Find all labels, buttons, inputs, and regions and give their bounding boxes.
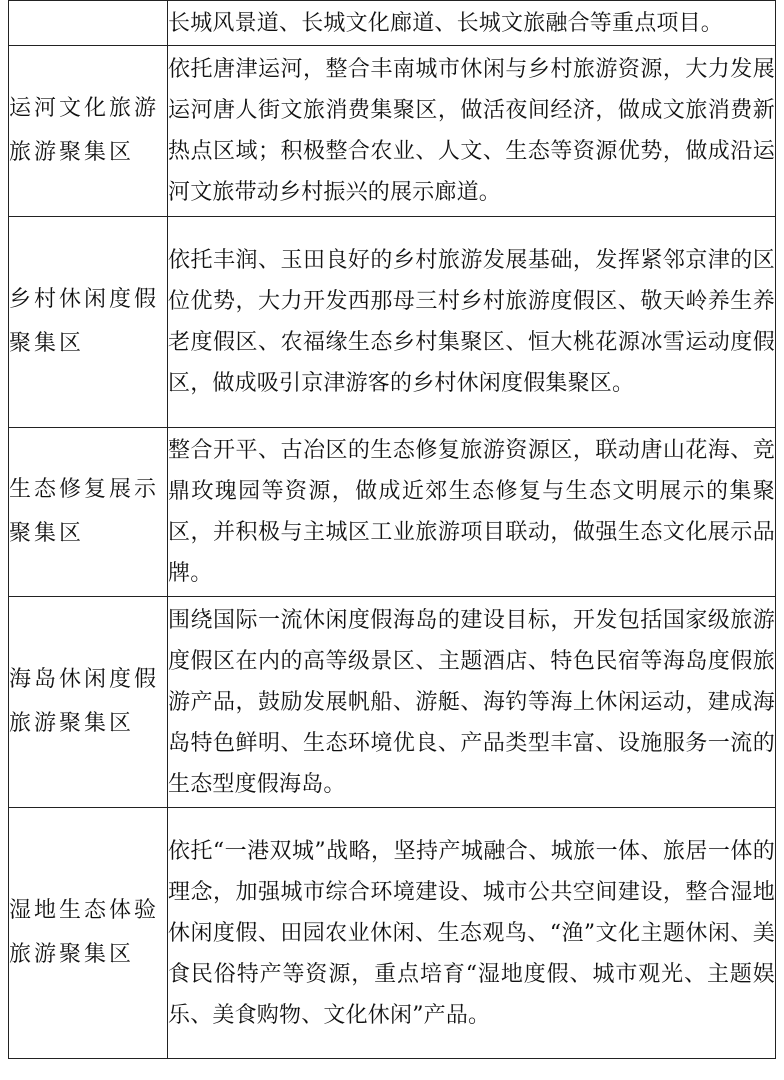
zone-name-cell: 生态修复展示聚集区 [9, 428, 168, 597]
zone-description-cell: 长城风景道、长城文化廊道、长城文旅融合等重点项目。 [168, 1, 776, 46]
table-row [9, 46, 776, 217]
zone-description-cell: 整合开平、古冶区的生态修复旅游资源区，联动唐山花海、竞鼎玫瑰园等资源，做成近郊生态修复与生态文明展示的集聚区，并积极与主城区工业旅游项目联动，做强生态文化展示品牌。 [168, 428, 776, 597]
zone-description-cell: 依托丰润、玉田良好的乡村旅游发展基础，发挥紧邻京津的区位优势，大力开发西那母三村乡村旅游度假区、敬天岭养生养老度假区、农福缘生态乡村集聚区、恒大桃花源冰雪运动度假区，做成吸引京津游客的乡村休闲度假集聚区。 [168, 217, 776, 428]
zone-description-cell: 依托“一港双城”战略，坚持产城融合、城旅一体、旅居一体的理念，加强城市综合环境建设、城市公共空间建设，整合湿地休闲度假、田园农业休闲、生态观鸟、“渔”文化主题休闲、美食民俗特产等资源，重点培育“湿地度假、城市观光、主题娱乐、美食购物、文化休闲”产品。 [168, 808, 776, 1059]
zone-description-cell: 围绕国际一流休闲度假海岛的建设目标，开发包括国家级旅游度假区在内的高等级景区、主题酒店、特色民宿等海岛度假旅游产品，鼓励发展帆船、游艇、海钓等海上休闲运动，建成海岛特色鲜明、生态环境优良、产品类型丰富、设施服务一流的生态型度假海岛。 [168, 597, 776, 808]
table-row [9, 1, 776, 46]
zone-name-cell [9, 1, 168, 46]
table-row [9, 217, 776, 428]
zone-name-cell: 湿地生态体验旅游聚集区 [9, 808, 168, 1059]
table-row [9, 597, 776, 808]
table-row [9, 808, 776, 1059]
zone-name-cell: 海岛休闲度假旅游聚集区 [9, 597, 168, 808]
project-table [8, 0, 776, 1059]
zone-name-cell: 运河文化旅游旅游聚集区 [9, 46, 168, 217]
zone-name-cell: 乡村休闲度假聚集区 [9, 217, 168, 428]
table-row [9, 428, 776, 597]
zone-description-cell: 依托唐津运河，整合丰南城市休闲与乡村旅游资源，大力发展运河唐人街文旅消费集聚区，做活夜间经济，做成文旅消费新热点区域；积极整合农业、人文、生态等资源优势，做成沿运河文旅带动乡村振兴的展示廊道。 [168, 46, 776, 217]
